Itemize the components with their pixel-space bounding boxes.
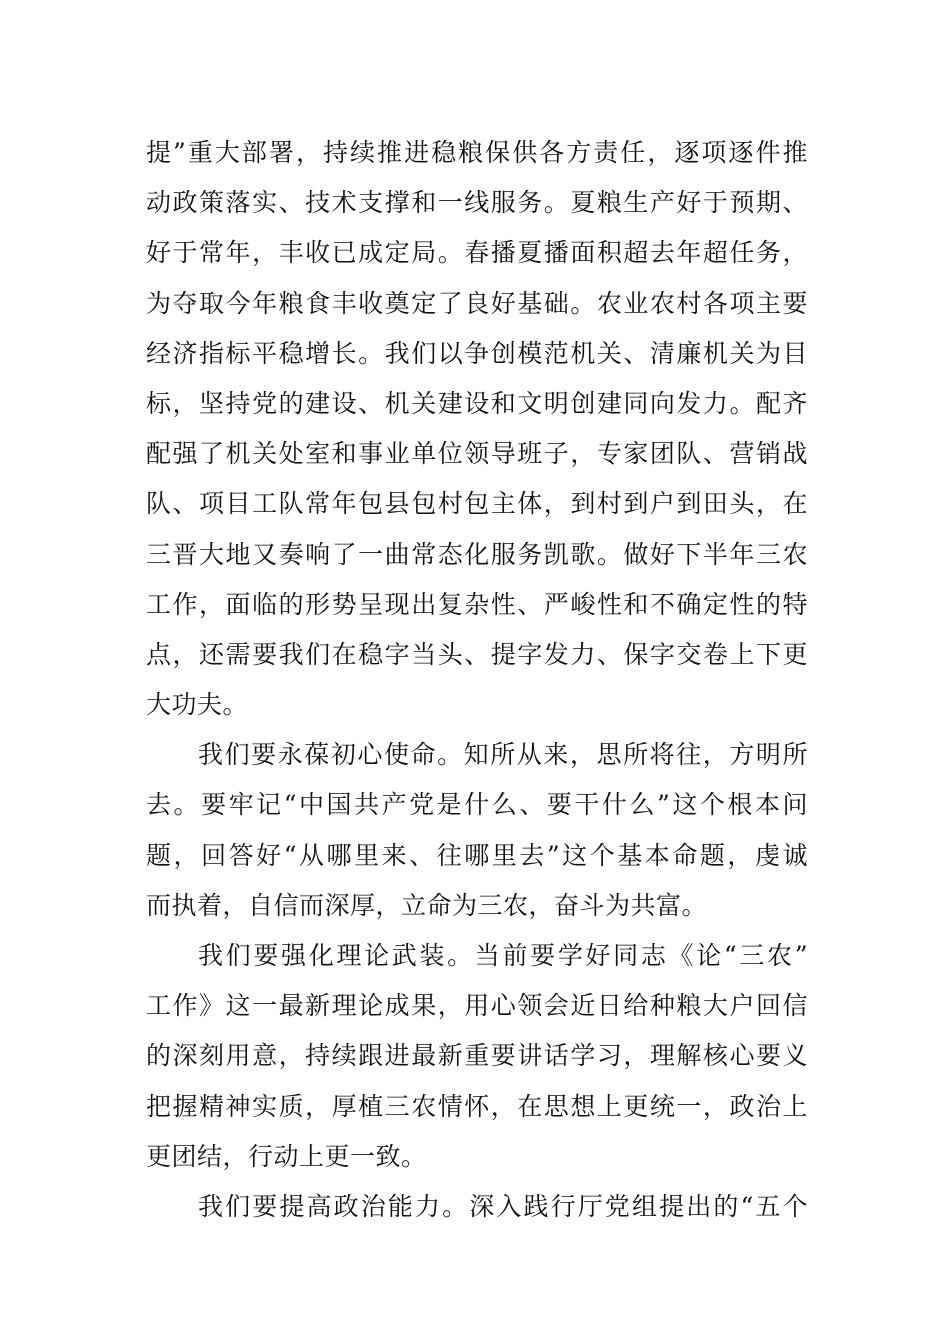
text-line: 工作，面临的形势呈现出复杂性、严峻性和不确定性的特 xyxy=(146,589,808,619)
text-line: 配强了机关处室和事业单位领导班子，专家团队、营销战 xyxy=(146,439,808,469)
text-line: 经济指标平稳增长。我们以争创模范机关、清廉机关为目 xyxy=(146,338,808,368)
paragraph-end-line: 更团结，行动上更一致。 xyxy=(146,1141,427,1171)
text-line: 题，回答好“从哪里来、往哪里去”这个基本命题，虔诚 xyxy=(146,840,808,870)
text-line: 去。要牢记“中国共产党是什么、要干什么”这个根本问 xyxy=(146,790,808,820)
paragraph-start-line: 我们要强化理论武装。当前要学好同志《论“三农” xyxy=(198,941,808,970)
paragraph-start-line: 我们要提高政治能力。深入践行厅党组提出的“五个 xyxy=(198,1191,808,1221)
paragraph-end-line: 而执着，自信而深厚，立命为三农，奋斗为共富。 xyxy=(146,890,708,920)
paragraph-start-line: 我们要永葆初心使命。知所从来，思所将往，方明所 xyxy=(198,740,808,770)
text-line: 队、项目工队常年包县包村包主体，到村到户到田头，在 xyxy=(146,489,808,519)
text-line: 把握精神实质，厚植三农情怀，在思想上更统一，政治上 xyxy=(146,1091,808,1121)
text-line: 动政策落实、技术支撑和一线服务。夏粮生产好于预期、 xyxy=(146,188,808,218)
text-line: 好于常年，丰收已成定局。春播夏播面积超去年超任务， xyxy=(146,238,808,268)
text-line: 的深刻用意，持续跟进最新重要讲话学习，理解核心要义 xyxy=(146,1041,808,1071)
text-line: 为夺取今年粮食丰收奠定了良好基础。农业农村各项主要 xyxy=(146,288,808,318)
text-line: 提”重大部署，持续推进稳粮保供各方责任，逐项逐件推 xyxy=(146,138,808,167)
text-line: 点，还需要我们在稳字当头、提字发力、保字交卷上下更 xyxy=(146,639,808,669)
text-line: 工作》这一最新理论成果，用心领会近日给种粮大户回信 xyxy=(146,991,808,1021)
text-line: 三晋大地又奏响了一曲常态化服务凯歌。做好下半年三农 xyxy=(146,539,808,569)
text-line: 标，坚持党的建设、机关建设和文明创建同向发力。配齐 xyxy=(146,388,808,418)
document-body xyxy=(146,128,808,1232)
paragraph-end-line: 大功夫。 xyxy=(146,690,249,720)
